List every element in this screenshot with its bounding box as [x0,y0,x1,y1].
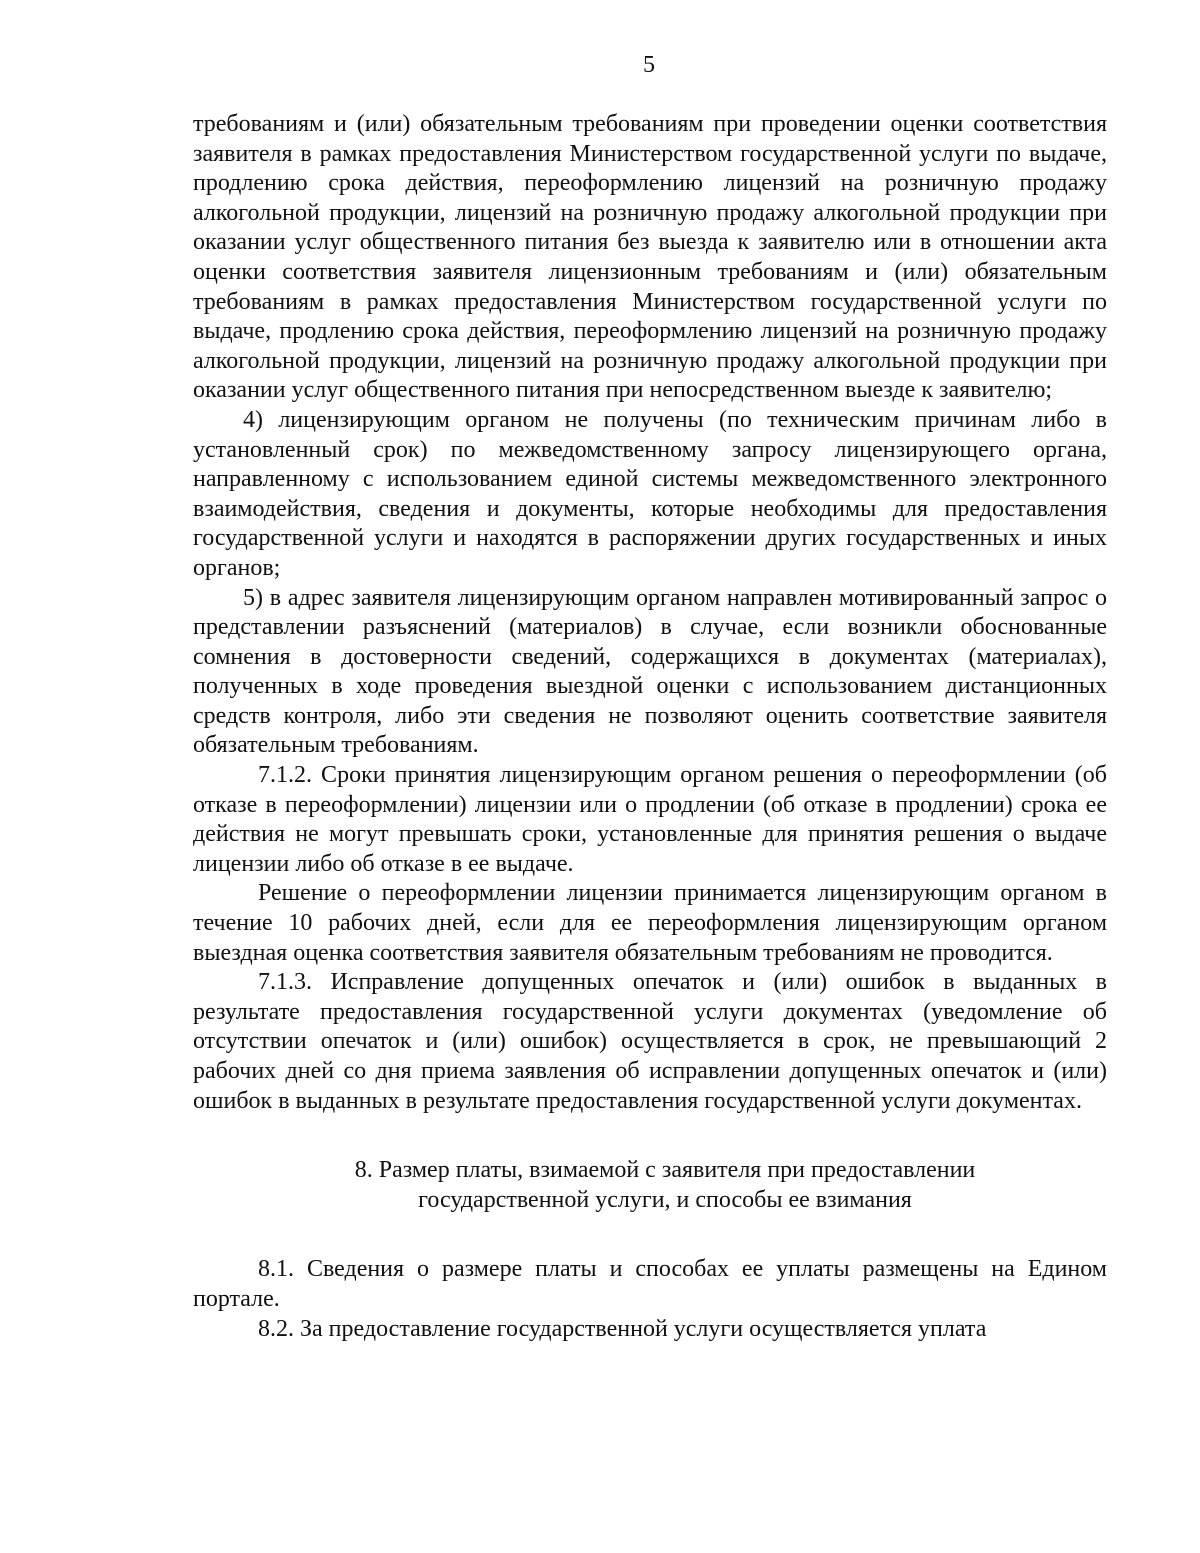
section-heading-line-1: 8. Размер платы, взимаемой с заявителя при предоставлении [354,1157,976,1184]
paragraph-continuation: требованиям и (или) обязательным требованиям при проведении оценки соответствия заявителя в рамках предоставления Министерством государственной услуги по выдаче, продлению срока действия, переоформлению лицензий на розничную продажу алкогольной продукции, лицензий на розничную продажу алкогольной продукции при оказании услуг общественного питания без выезда к заявителю или в отношении акта оценки соответствия заявителя лицензионным требованиям и (или) обязательным требованиям в рамках предоставления Министерством государственной услуги по выдаче, продлению срока действия, переоформлению лицензий на розничную продажу алкогольной продукции, лицензий на розничную продажу алкогольной продукции при оказании услуг общественного питания при непосредственном выезде к заявителю; [193,111,1107,404]
paragraph-decision-term: Решение о переоформлении лицензии принимается лицензирующим органом в течение 10 рабочих дней, если для ее переоформления лицензирующим органом выездная оценка соответствия заявителя обязательным требованиям не проводится. [193,880,1107,966]
paragraph-8-2: 8.2. За предоставление государственной услуги осуществляется уплата [258,1315,987,1342]
document-body [193,110,1107,1344]
paragraph-7-1-3: 7.1.3. Исправление допущенных опечаток и (или) ошибок в выданных в результате предоставления государственной услуги документах (уведомление об отсутствии опечаток и (или) ошибок) осуществляется в срок, не превышающий 2 рабочих дней со дня приема заявления об исправлении допущенных опечаток и (или) ошибок в выданных в результате предоставления государственной услуги документах. [193,969,1107,1114]
section-heading-line-2: государственной услуги, и способы ее взимания [418,1186,912,1213]
paragraph-item-5: 5) в адрес заявителя лицензирующим органом направлен мотивированный запрос о представлении разъяснений (материалов) в случае, если возникли обоснованные сомнения в достоверности сведений, содержащихся в документах (материалах), полученных в ходе проведения выездной оценки с использованием дистанционных средств контроля, либо эти сведения не позволяют оценить соответствие заявителя обязательным требованиям. [193,584,1107,759]
paragraph-item-4: 4) лицензирующим органом не получены (по техническим причинам либо в установленный срок) по межведомственному запросу лицензирующего органа, направленному с использованием единой системы межведомственного электронного взаимодействия, сведения и документы, которые необходимы для предоставления государственной услуги и находятся в распоряжении других государственных и иных органов; [193,406,1107,581]
paragraph-7-1-2: 7.1.2. Сроки принятия лицензирующим органом решения о переоформлении (об отказе в переоформлении) лицензии или о продлении (об отказе в продлении) срока ее действия не могут превышать сроки, установленные для принятия решения о выдаче лицензии либо об отказе в ее выдаче. [193,762,1107,877]
paragraph-8-1: 8.1. Сведения о размере платы и способах ее уплаты размещены на Едином портале. [193,1256,1107,1312]
section-heading-8 [193,1156,1107,1215]
page-number: 5 [643,52,655,78]
